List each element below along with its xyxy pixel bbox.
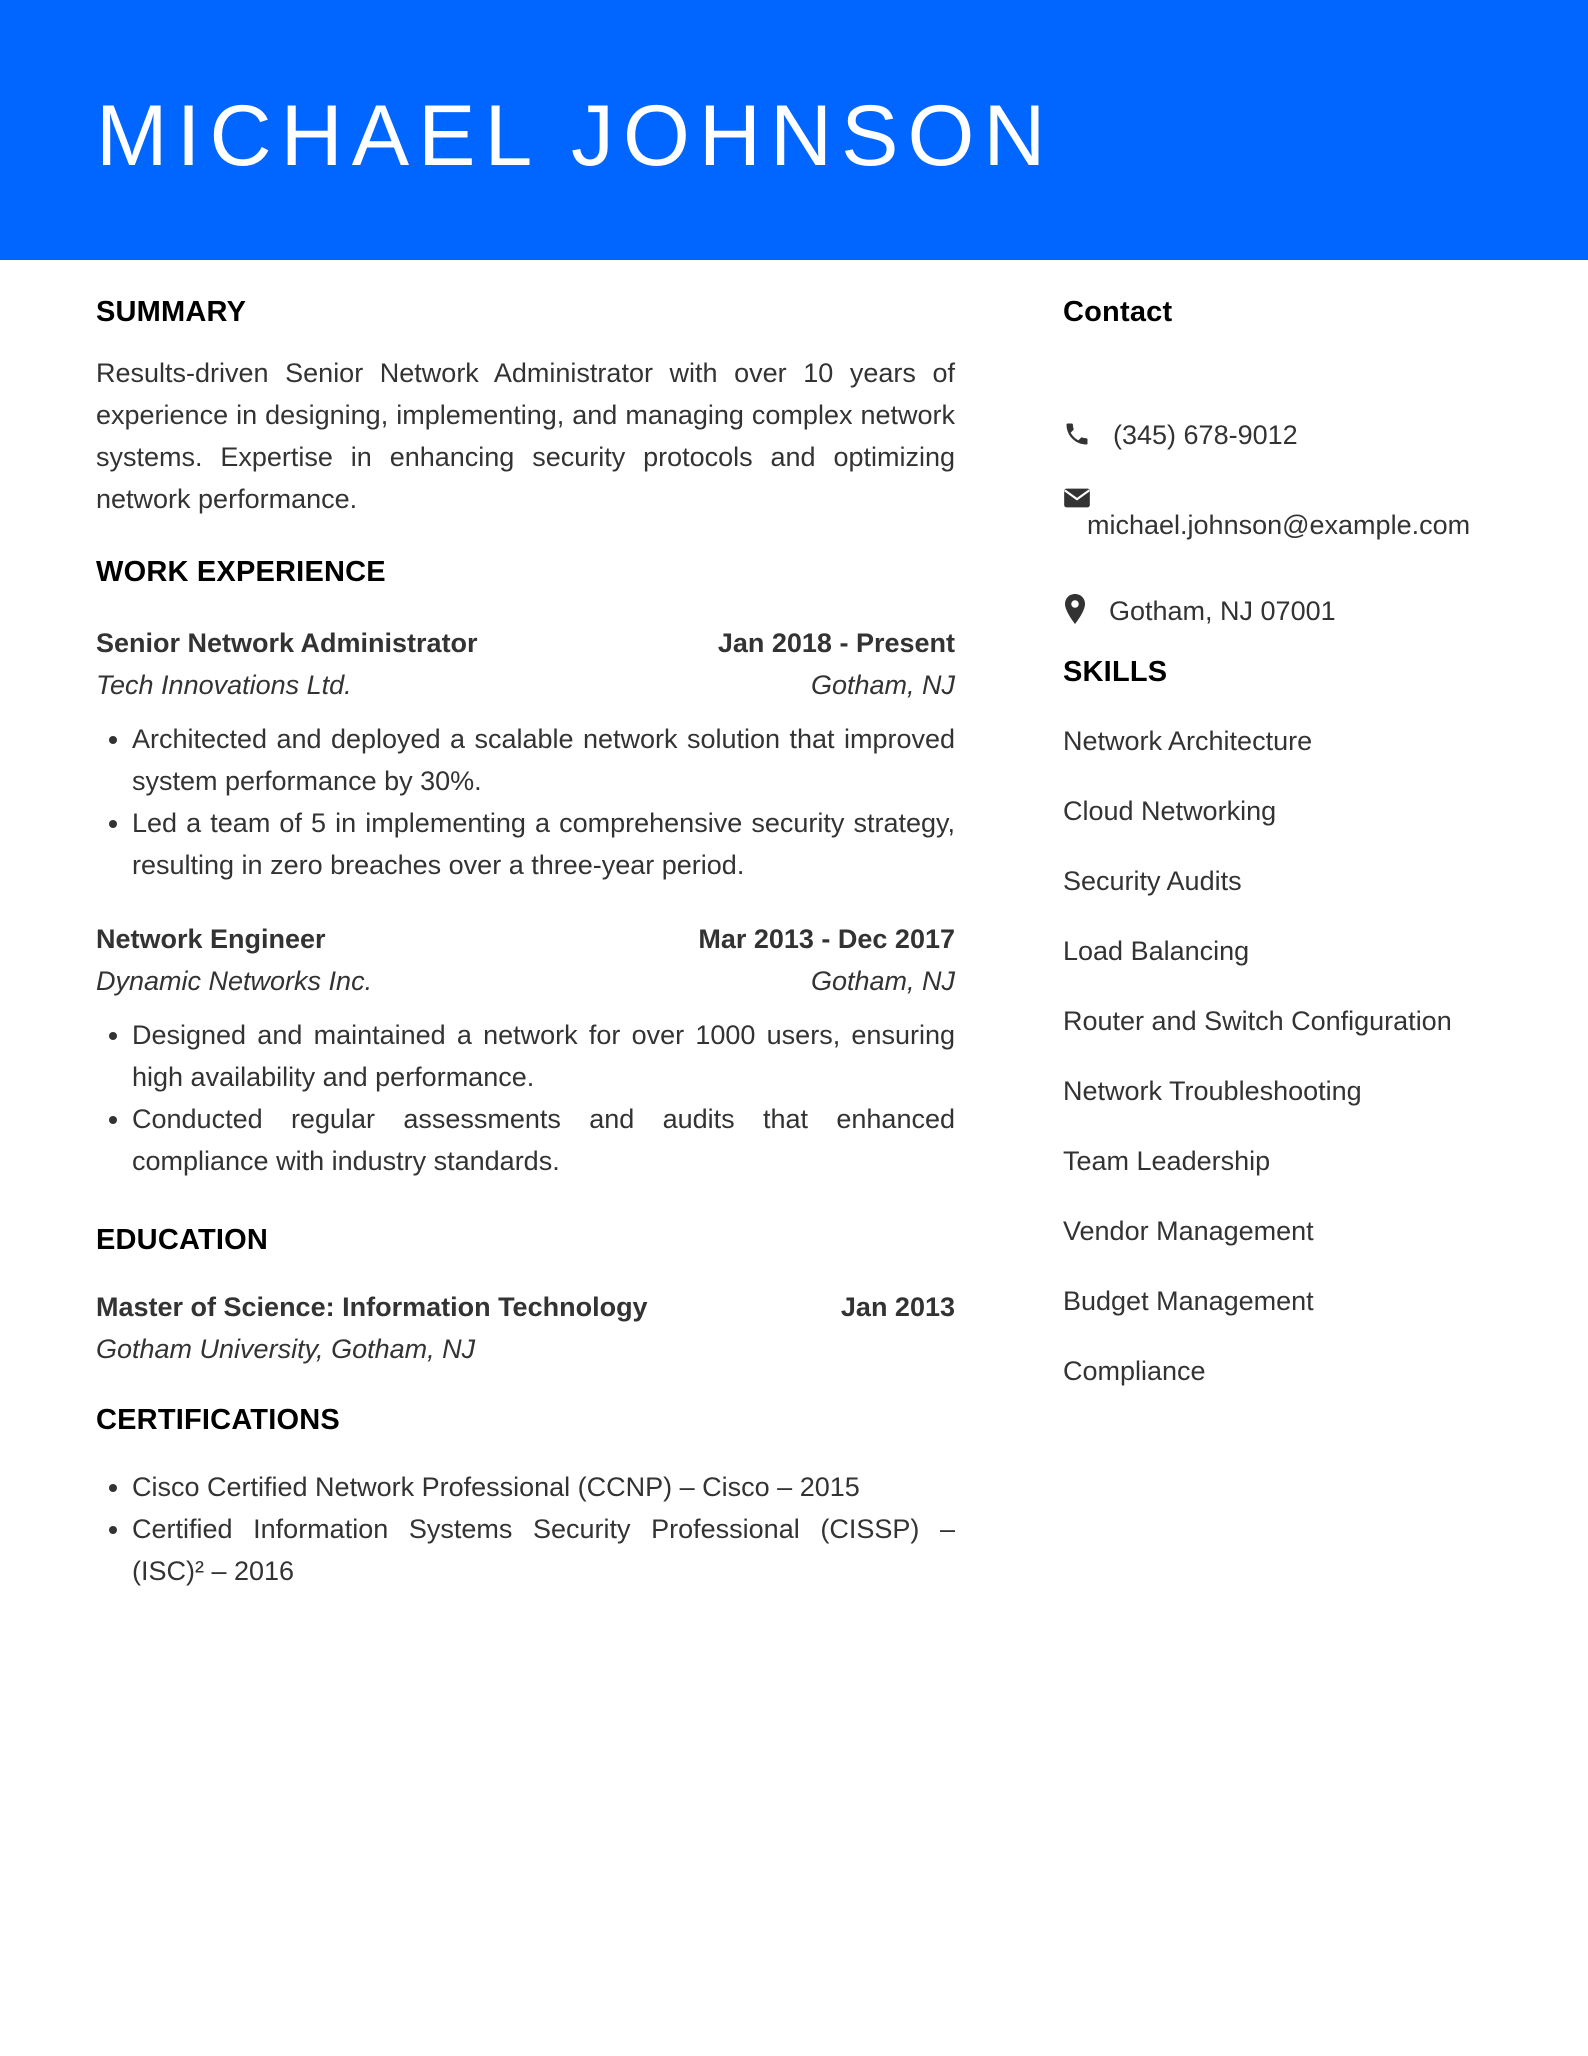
certification-list [96, 1466, 955, 1592]
side-column [1063, 290, 1523, 1386]
skill-item: Team Leadership [1063, 1146, 1271, 1176]
work-experience-section [96, 550, 955, 1182]
certification-item: • Certified Information Systems Security Professional (CISSP) – (ISC)² – 2016 [132, 1508, 955, 1592]
skill-item: Vendor Management [1063, 1216, 1314, 1246]
job-bullet: • Architected and deployed a scalable network solution that improved system performance by 30%. [132, 718, 955, 802]
contact-phone-row [1063, 414, 1298, 456]
job-role: Senior Network Administrator [96, 628, 478, 658]
job-bullet: • Conducted regular assessments and audits that enhanced compliance with industry standards. [132, 1098, 955, 1182]
skill-item: Network Architecture [1063, 726, 1313, 756]
summary-text: Results-driven Senior Network Administrator with over 10 years of experience in designing, implementing, and managing complex network systems. Expertise in enhancing security protocols and optimizing network performance. [96, 358, 955, 514]
job-dates: Mar 2013 - Dec 2017 [698, 924, 955, 954]
skill-item: Load Balancing [1063, 936, 1250, 966]
education-section [96, 1218, 955, 1370]
summary-section [96, 290, 955, 520]
skills-title: SKILLS [1063, 656, 1168, 688]
skill-item: Budget Management [1063, 1286, 1314, 1316]
job-bullets [96, 1014, 955, 1182]
job-company: Tech Innovations Ltd. [96, 670, 352, 700]
skill-item: Cloud Networking [1063, 796, 1277, 826]
job-dates: Jan 2018 - Present [717, 628, 955, 658]
job-entry [96, 622, 955, 886]
skill-item: Network Troubleshooting [1063, 1076, 1362, 1106]
contact-phone[interactable]: (345) 678-9012 [1113, 420, 1298, 450]
skill-item: Compliance [1063, 1356, 1206, 1386]
main-column [96, 290, 955, 1592]
contact-title: Contact [1063, 296, 1173, 328]
skill-item: Security Audits [1063, 866, 1242, 896]
skills-section [1063, 650, 1523, 1386]
job-entry [96, 918, 955, 1182]
certifications-title: CERTIFICATIONS [96, 1404, 340, 1436]
summary-title: SUMMARY [96, 296, 247, 328]
job-bullet: • Led a team of 5 in implementing a comprehensive security strategy, resulting in zero breaches over a three-year period. [132, 802, 955, 886]
certifications-section [96, 1398, 955, 1592]
skill-item: Router and Switch Configuration [1063, 1006, 1452, 1036]
job-company: Dynamic Networks Inc. [96, 966, 373, 996]
education-title: EDUCATION [96, 1224, 269, 1256]
education-date: Jan 2013 [840, 1292, 955, 1322]
job-role: Network Engineer [96, 924, 326, 954]
work-experience-title: WORK EXPERIENCE [96, 556, 386, 588]
education-school: Gotham University, Gotham, NJ [96, 1334, 476, 1364]
contact-location: Gotham, NJ 07001 [1109, 596, 1336, 626]
job-bullets [96, 718, 955, 886]
job-location: Gotham, NJ [810, 966, 955, 996]
contact-location-row [1063, 590, 1336, 632]
contact-email[interactable]: michael.johnson@example.com [1087, 510, 1471, 540]
phone-icon [1063, 418, 1093, 448]
candidate-name: MICHAEL JOHNSON [96, 88, 1055, 184]
certification-item: • Cisco Certified Network Professional (CCNP) – Cisco – 2015 [132, 1466, 955, 1508]
header-banner [0, 0, 1588, 260]
education-degree: Master of Science: Information Technology [96, 1292, 648, 1322]
job-location: Gotham, NJ [810, 670, 955, 700]
job-bullet: • Designed and maintained a network for over 1000 users, ensuring high availability and performance. [132, 1014, 955, 1098]
contact-email-row [1063, 480, 1470, 546]
map-pin-icon [1063, 594, 1093, 624]
